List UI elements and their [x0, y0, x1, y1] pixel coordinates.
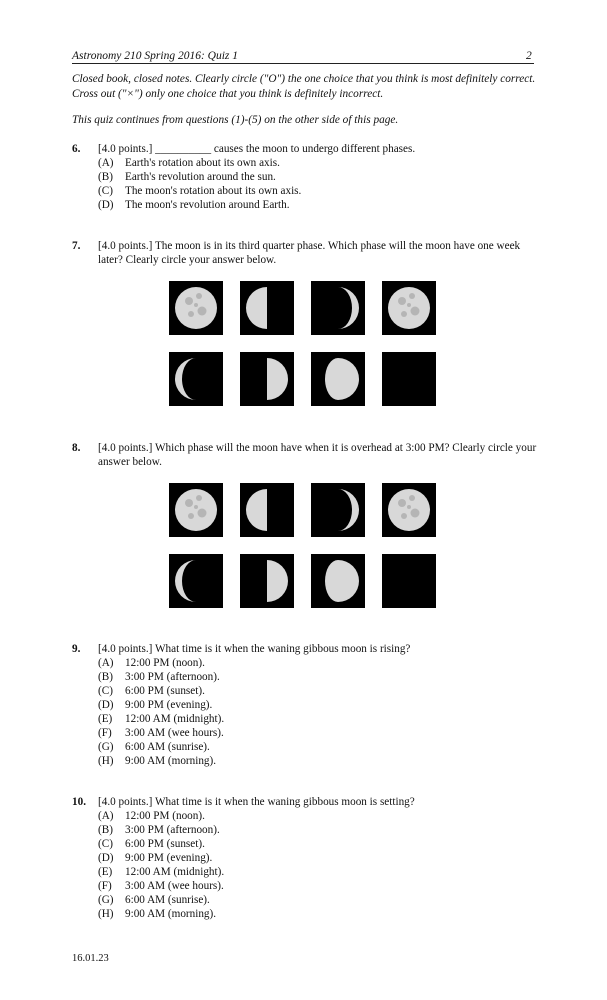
options-list [98, 156, 542, 212]
page-footer-code: 16.01.23 [72, 953, 109, 964]
option-label: (H) [98, 755, 114, 767]
question-number: 9. [72, 643, 81, 655]
option-g[interactable] [98, 740, 542, 754]
option-f[interactable] [98, 726, 542, 740]
option-e[interactable] [98, 712, 542, 726]
moon-waning-crescent-image[interactable] [169, 352, 223, 406]
option-text: 9:00 AM (morning). [125, 908, 217, 920]
option-text: 12:00 PM (noon). [125, 657, 205, 669]
option-h[interactable] [98, 907, 542, 921]
option-label: (B) [98, 171, 113, 183]
option-text: The moon's revolution around Earth. [125, 199, 290, 211]
option-text: 6:00 PM (sunset). [125, 838, 205, 850]
moon-full-image[interactable] [382, 483, 436, 537]
option-text: The moon's rotation about its own axis. [125, 185, 302, 197]
option-label: (G) [98, 741, 114, 753]
option-c[interactable] [98, 837, 542, 851]
option-f[interactable] [98, 879, 542, 893]
option-label: (C) [98, 838, 113, 850]
option-a[interactable] [98, 156, 542, 170]
option-label: (G) [98, 894, 114, 906]
moon-third-quarter-image[interactable] [240, 281, 294, 335]
moon-full-image[interactable] [169, 483, 223, 537]
option-text: 6:00 AM (sunrise). [125, 894, 210, 906]
question-9 [72, 642, 542, 768]
option-text: 6:00 AM (sunrise). [125, 741, 210, 753]
question-10 [72, 795, 542, 921]
option-text: 9:00 AM (morning). [125, 755, 217, 767]
question-6 [72, 142, 542, 212]
question-text: [4.0 points.] Which phase will the moon have when it is overhead at 3:00 PM? Clearly circle your answer below. [98, 442, 537, 468]
option-a[interactable] [98, 656, 542, 670]
option-text: Earth's revolution around the sun. [125, 171, 276, 183]
options-list [98, 656, 542, 768]
option-c[interactable] [98, 184, 542, 198]
moon-waxing-crescent-image[interactable] [311, 281, 365, 335]
option-text: 3:00 PM (afternoon). [125, 671, 220, 683]
option-label: (B) [98, 824, 113, 836]
option-label: (E) [98, 713, 113, 725]
question-number: 10. [72, 796, 86, 808]
question-text: [4.0 points.] What time is it when the waning gibbous moon is setting? [98, 796, 415, 808]
moon-waxing-crescent-image[interactable] [311, 483, 365, 537]
option-text: 12:00 AM (midnight). [125, 713, 225, 725]
option-text: 3:00 PM (afternoon). [125, 824, 220, 836]
header-rule [72, 63, 534, 64]
option-label: (A) [98, 657, 114, 669]
moon-first-quarter-image[interactable] [240, 554, 294, 608]
option-a[interactable] [98, 809, 542, 823]
continuation-note: This quiz continues from questions (1)-(5) on the other side of this page. [72, 114, 399, 126]
option-g[interactable] [98, 893, 542, 907]
options-list [98, 809, 542, 921]
moon-waxing-gibbous-image[interactable] [311, 352, 365, 406]
option-label: (D) [98, 699, 114, 711]
option-label: (A) [98, 810, 114, 822]
question-7 [72, 239, 542, 267]
moon-phase-grid-q7 [169, 281, 436, 406]
question-number: 7. [72, 240, 81, 252]
option-b[interactable] [98, 823, 542, 837]
option-label: (F) [98, 727, 112, 739]
option-text: 12:00 PM (noon). [125, 810, 205, 822]
option-d[interactable] [98, 698, 542, 712]
option-text: 3:00 AM (wee hours). [125, 880, 224, 892]
option-label: (A) [98, 157, 114, 169]
option-label: (D) [98, 852, 114, 864]
option-b[interactable] [98, 670, 542, 684]
option-text: 12:00 AM (midnight). [125, 866, 225, 878]
option-label: (E) [98, 866, 113, 878]
option-c[interactable] [98, 684, 542, 698]
moon-full-image[interactable] [382, 281, 436, 335]
page-header-title: Astronomy 210 Spring 2016: Quiz 1 [72, 50, 239, 62]
option-label: (F) [98, 880, 112, 892]
option-label: (B) [98, 671, 113, 683]
option-e[interactable] [98, 865, 542, 879]
option-d[interactable] [98, 198, 542, 212]
moon-waning-crescent-image[interactable] [169, 554, 223, 608]
option-label: (D) [98, 199, 114, 211]
question-text: [4.0 points.] The moon is in its third quarter phase. Which phase will the moon have one week later? Clearly circle your answer below. [98, 240, 521, 266]
question-number: 8. [72, 442, 81, 454]
moon-waxing-gibbous-image[interactable] [311, 554, 365, 608]
option-text: 3:00 AM (wee hours). [125, 727, 224, 739]
question-text: [4.0 points.] What time is it when the waning gibbous moon is rising? [98, 643, 411, 655]
option-label: (H) [98, 908, 114, 920]
moon-new-image[interactable] [382, 554, 436, 608]
option-b[interactable] [98, 170, 542, 184]
option-text: 6:00 PM (sunset). [125, 685, 205, 697]
page-number: 2 [526, 50, 532, 62]
option-label: (C) [98, 185, 113, 197]
moon-phase-grid-q8 [169, 483, 436, 608]
option-h[interactable] [98, 754, 542, 768]
moon-first-quarter-image[interactable] [240, 352, 294, 406]
question-number: 6. [72, 143, 81, 155]
moon-full-image[interactable] [169, 281, 223, 335]
option-text: 9:00 PM (evening). [125, 699, 213, 711]
moon-new-image[interactable] [382, 352, 436, 406]
option-text: 9:00 PM (evening). [125, 852, 213, 864]
question-text: [4.0 points.] __________ causes the moon to undergo different phases. [98, 143, 416, 155]
question-8 [72, 441, 542, 469]
option-label: (C) [98, 685, 113, 697]
option-text: Earth's rotation about its own axis. [125, 157, 280, 169]
moon-third-quarter-image[interactable] [240, 483, 294, 537]
instructions: Closed book, closed notes. Clearly circle ("O") the one choice that you think is most definitely correct. Cross out ("×") only one choice that you think is definitely incorrect. [72, 73, 536, 100]
option-d[interactable] [98, 851, 542, 865]
